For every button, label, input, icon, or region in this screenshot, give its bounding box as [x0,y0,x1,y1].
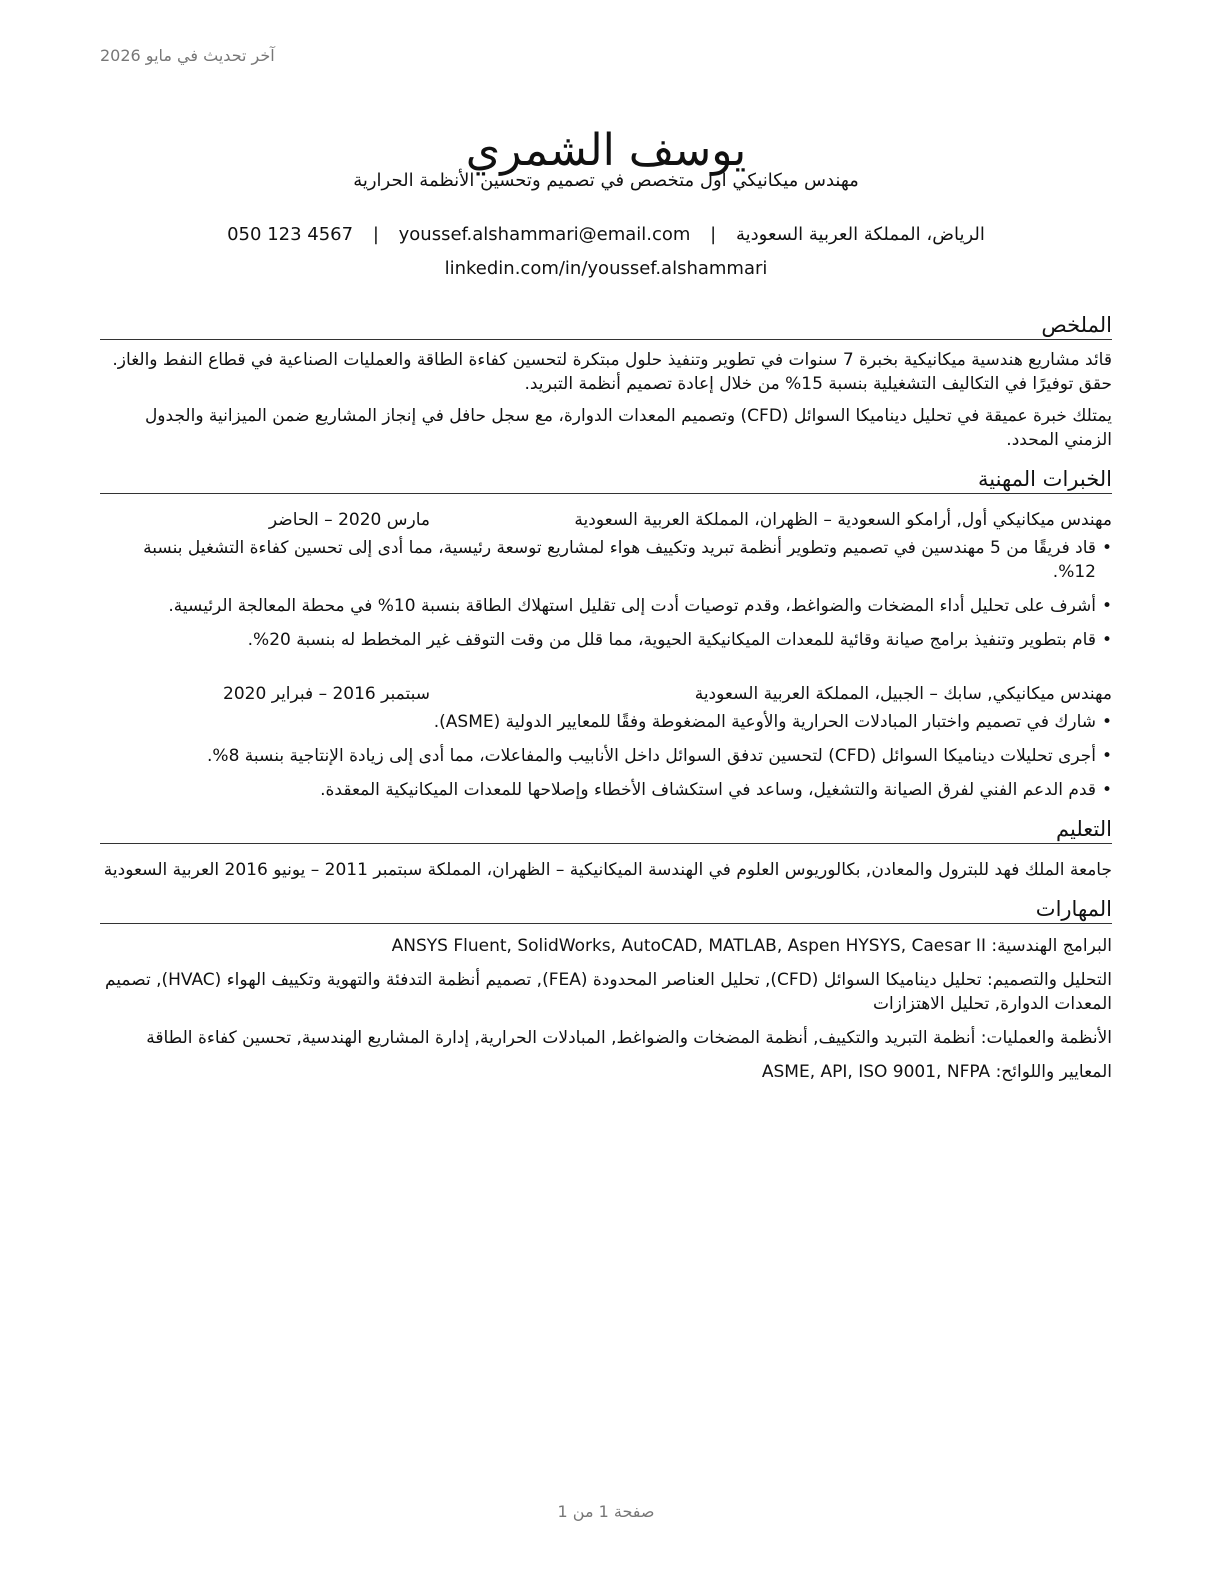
skill-label: البرامج الهندسية: [991,936,1112,956]
job-entry [100,508,1112,652]
contact-separator: | [372,224,379,245]
job-dates: مارس 2020 – الحاضر [268,510,430,530]
contact-line [100,224,1112,245]
summary-section [100,312,1112,452]
skill-value: ANSYS Fluent, SolidWorks, AutoCAD, MATLAB, Aspen HYSYS, Caesar II [391,936,986,956]
resume-page [100,0,1112,1584]
last-updated-note: آخر تحديث في مايو 2026 [100,46,275,65]
job-bullet: • قدم الدعم الفني لفرق الصيانة والتشغيل، وساعد في استكشاف الأخطاء وإصلاحها للمعدات الميكانيكية المعقدة. [100,778,1112,802]
job-entry [100,682,1112,802]
page-number: صفحة 1 من 1 [557,1502,655,1521]
job-bullet: • قام بتطوير وتنفيذ برامج صيانة وقائية للمعدات الميكانيكية الحيوية، مما قلل من وقت التوقف غير المخطط له بنسبة 20%. [100,628,1112,652]
section-title-education: التعليم [100,816,1112,844]
job-bullet: • أجرى تحليلات ديناميكا السوائل (CFD) لتحسين تدفق السوائل داخل الأنابيب والمفاعلات، مما أدى إلى زيادة الإنتاجية بنسبة 8%. [100,744,1112,768]
resume-content [100,312,1112,1098]
skill-line [100,1026,1112,1050]
section-title-summary: الملخص [100,312,1112,340]
candidate-name: يوسف الشمري [465,125,747,177]
skill-value: أنظمة التبريد والتكييف, أنظمة المضخات والضواغط, المبادلات الحرارية, إدارة المشاريع الهندسية, تحسين كفاءة الطاقة [146,1028,976,1048]
job-bullet: • شارك في تصميم واختبار المبادلات الحرارية والأوعية المضغوطة وفقًا للمعايير الدولية (ASME). [100,710,1112,734]
experience-section [100,466,1112,802]
contact-phone: 050 123 4567 [227,224,354,245]
skills-section [100,896,1112,1084]
skill-label: التحليل والتصميم: [986,970,1112,990]
education-section [100,816,1112,882]
job-bullets [100,536,1112,652]
education-entry: جامعة الملك فهد للبترول والمعادن, بكالوريوس العلوم في الهندسة الميكانيكية – الظهران، المملكة سبتمبر 2011 – يونيو 2016 العربية السعودية [103,860,1112,880]
job-bullet: • قاد فريقًا من 5 مهندسين في تصميم وتطوير أنظمة تبريد وتكييف هواء لمشاريع توسعة رئيسية، مما أدى إلى تحسين كفاءة التشغيل بنسبة 12%. [100,536,1112,584]
contact-separator: | [710,224,717,245]
job-bullets [100,710,1112,802]
contact-linkedin[interactable] [100,258,1112,279]
job-header [100,682,1112,706]
job-bullet: • أشرف على تحليل أداء المضخات والضواغط، وقدم توصيات أدت إلى تقليل استهلاك الطاقة بنسبة 10% في محطة المعالجة الرئيسية. [100,594,1112,618]
linkedin-link[interactable]: linkedin.com/in/youssef.alshammari [444,258,768,279]
skill-line [100,968,1112,1016]
skill-label: المعايير واللوائح: [995,1062,1112,1082]
section-title-experience: الخبرات المهنية [100,466,1112,494]
summary-paragraph: قائد مشاريع هندسية ميكانيكية بخبرة 7 سنوات في تطوير وتنفيذ حلول مبتكرة لتحسين كفاءة الطاقة والعمليات الصناعية في قطاع النفط والغاز. حقق توفيرًا في التكاليف التشغيلية بنسبة 15% من خلال إعادة تصميم أنظمة التبريد. [112,350,1112,394]
skill-label: الأنظمة والعمليات: [980,1028,1112,1048]
job-header [100,508,1112,532]
section-title-skills: المهارات [100,896,1112,924]
job-dates: سبتمبر 2016 – فبراير 2020 [223,684,430,704]
skill-value: تحليل ديناميكا السوائل (CFD), تحليل العناصر المحدودة (FEA), تصميم أنظمة التدفئة والتهوية وتكييف الهواء (HVAC), تصميم المعدات الدوارة, تحليل الاهتزازات [104,970,1112,1014]
contact-email[interactable]: youssef.alshammari@email.com [398,224,691,245]
job-role: مهندس ميكانيكي, سابك – الجبيل، المملكة العربية السعودية [694,684,1112,704]
summary-paragraph: يمتلك خبرة عميقة في تحليل ديناميكا السوائل (CFD) وتصميم المعدات الدوارة، مع سجل حافل في إنجاز المشاريع ضمن الميزانية والجدول الزمني المحدد. [144,406,1112,450]
candidate-headline: مهندس ميكانيكي أول متخصص في تصميم وتحسين الأنظمة الحرارية [353,170,859,191]
skill-line [100,934,1112,958]
skill-line [100,1060,1112,1084]
job-role: مهندس ميكانيكي أول, أرامكو السعودية – الظهران، المملكة العربية السعودية [574,510,1112,530]
contact-location: الرياض، المملكة العربية السعودية [735,224,985,245]
skill-value: ASME, API, ISO 9001, NFPA [761,1062,991,1082]
